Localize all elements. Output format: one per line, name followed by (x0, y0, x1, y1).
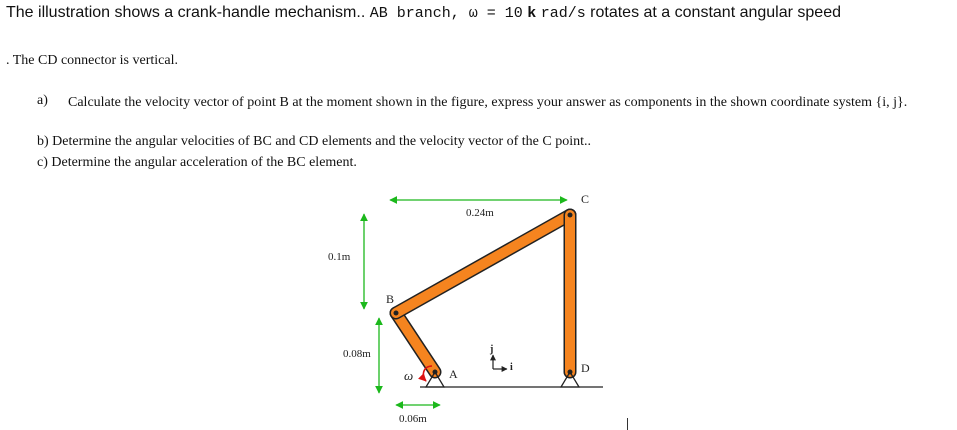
question-a-label: a) (37, 93, 48, 108)
unit-rad-s: rad/s (540, 5, 586, 22)
axis-j-label: j (490, 344, 494, 355)
dim-label-006: 0.06m (399, 413, 427, 425)
dim-label-008: 0.08m (343, 348, 371, 360)
dim-label-01: 0.1m (328, 251, 351, 263)
intro-text: The illustration shows a crank-handle mechanism.. (6, 4, 366, 21)
pin-b (394, 311, 399, 316)
connector-note: . The CD connector is vertical. (6, 53, 178, 68)
question-a: Calculate the velocity vector of point B at the moment shown in the figure, express your answer as components in the shown coordinate system {i, j}. (68, 95, 908, 110)
unit-vector-k: k (527, 5, 537, 22)
question-b: b) Determine the angular velocities of BC and CD elements and the velocity vector of the C point.. (37, 134, 592, 149)
label-b: B (386, 292, 395, 306)
pin-c (568, 213, 573, 218)
label-a: A (449, 367, 458, 381)
branch-code: AB branch, ω = 10 (369, 5, 523, 22)
omega-label: ω (404, 368, 414, 383)
link-ab (396, 313, 435, 372)
label-c: C (581, 192, 590, 206)
dim-label-024: 0.24m (466, 207, 494, 219)
question-c: c) Determine the angular acceleration of the BC element. (37, 155, 357, 170)
label-d: D (581, 361, 590, 375)
axis-i-label: i (510, 362, 513, 373)
intro-tail: rotates at a constant angular speed (590, 4, 841, 21)
link-bc (396, 215, 570, 313)
text-cursor (627, 418, 628, 430)
